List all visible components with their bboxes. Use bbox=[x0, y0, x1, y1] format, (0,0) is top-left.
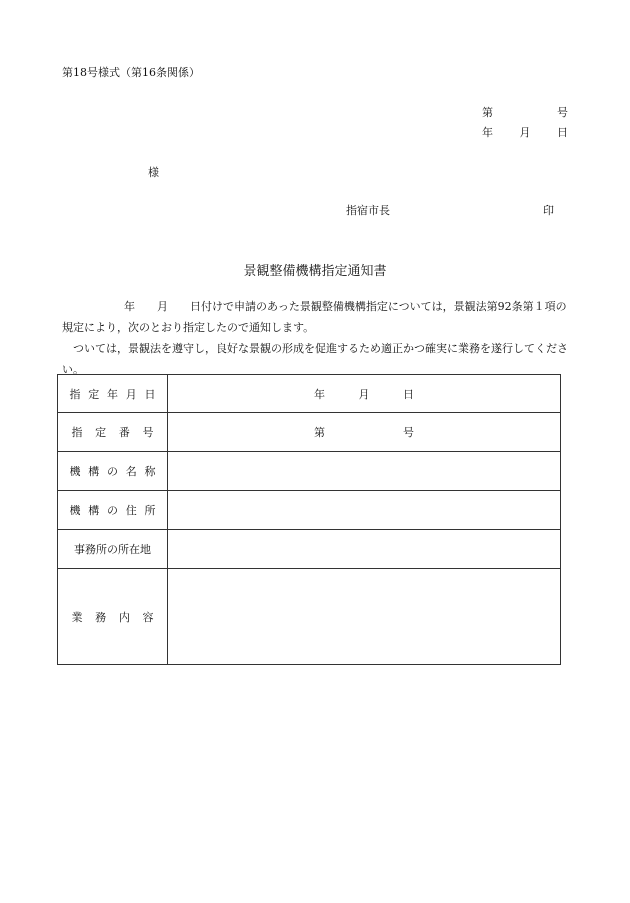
row-label-char: 内 bbox=[118, 610, 130, 624]
row-label-char: 機 bbox=[69, 504, 81, 517]
row-value-part: 日 bbox=[403, 387, 414, 401]
row-label-char: 号 bbox=[142, 426, 154, 439]
row-value-cell[interactable] bbox=[168, 452, 561, 491]
row-label-char: の bbox=[107, 465, 118, 478]
designation-table bbox=[57, 374, 561, 665]
row-label bbox=[70, 386, 156, 402]
row-label-char: 構 bbox=[88, 504, 100, 517]
row-label-char: 所 bbox=[144, 504, 156, 517]
seal-mark: 印 bbox=[543, 204, 554, 217]
row-label-char: 月 bbox=[125, 387, 137, 401]
row-label-cell bbox=[58, 530, 168, 569]
row-label bbox=[72, 609, 154, 625]
body-paragraph-1 bbox=[62, 296, 568, 338]
document-number-suffix: 号 bbox=[557, 106, 568, 119]
body-month: 月 bbox=[157, 300, 168, 313]
document-number bbox=[482, 104, 568, 120]
date-day: 日 bbox=[557, 126, 568, 139]
document-number-prefix: 第 bbox=[482, 106, 493, 119]
row-value-cell[interactable] bbox=[168, 569, 561, 665]
row-value-part: 号 bbox=[403, 426, 414, 439]
row-label-char: 番 bbox=[118, 426, 130, 439]
row-label-cell bbox=[58, 413, 168, 452]
row-label-char: 名 bbox=[125, 465, 137, 478]
row-label-char: 容 bbox=[142, 610, 154, 624]
date-month: 月 bbox=[519, 126, 531, 139]
row-label-char: 機 bbox=[69, 465, 81, 478]
row-label-char: 日 bbox=[144, 387, 156, 401]
row-label-char: 指 bbox=[69, 387, 81, 401]
row-label bbox=[72, 424, 154, 440]
row-label-cell bbox=[58, 452, 168, 491]
row-value-cell[interactable] bbox=[168, 413, 561, 452]
row-value-part: 年 bbox=[314, 387, 325, 401]
row-value-cell[interactable] bbox=[168, 530, 561, 569]
body-year: 年 bbox=[124, 300, 135, 313]
row-value-cell[interactable] bbox=[168, 491, 561, 530]
row-label-char: 定 bbox=[95, 426, 107, 439]
table-row bbox=[58, 413, 561, 452]
row-label-char: 指 bbox=[71, 426, 83, 439]
row-label-cell bbox=[58, 569, 168, 665]
table-row bbox=[58, 569, 561, 665]
row-label bbox=[70, 463, 156, 479]
row-label-char: 年 bbox=[107, 387, 118, 401]
row-value bbox=[314, 386, 414, 402]
document-date bbox=[482, 124, 568, 140]
row-label-cell bbox=[58, 491, 168, 530]
body-paragraph-2-text: ついては，景観法を遵守し，良好な景観の形成を促進するため適正かつ確実に業務を遂行してください。 bbox=[62, 342, 568, 376]
addressee-suffix: 様 bbox=[148, 166, 159, 179]
row-label-char: の bbox=[107, 504, 118, 517]
row-label bbox=[70, 502, 156, 518]
row-label-char: 定 bbox=[88, 387, 100, 401]
form-label: 第18号様式（第16条関係） bbox=[62, 66, 200, 79]
body-text bbox=[62, 296, 568, 380]
document-title: 景観整備機構指定通知書 bbox=[243, 264, 387, 279]
row-value bbox=[314, 424, 414, 440]
body-paragraph-1-text: 日付けで申請のあった景観整備機構指定については，景観法第92条第１項の規定により，次のとおり指定したので通知します。 bbox=[62, 300, 567, 334]
row-label-char: 住 bbox=[125, 504, 137, 517]
row-value-part: 月 bbox=[358, 387, 370, 401]
row-label-cell bbox=[58, 375, 168, 413]
row-label-char: 構 bbox=[88, 465, 100, 478]
table-row bbox=[58, 452, 561, 491]
table-row bbox=[58, 530, 561, 569]
row-label-char: 称 bbox=[144, 465, 156, 478]
sender-name: 指宿市長 bbox=[346, 204, 390, 217]
date-year: 年 bbox=[482, 126, 493, 139]
row-value-part: 第 bbox=[314, 426, 325, 439]
row-label-char: 業 bbox=[71, 610, 83, 624]
table-row bbox=[58, 375, 561, 413]
table-row bbox=[58, 491, 561, 530]
row-label-char: 務 bbox=[95, 610, 107, 624]
row-label: 事務所の所在地 bbox=[74, 543, 151, 556]
row-value-cell[interactable] bbox=[168, 375, 561, 413]
